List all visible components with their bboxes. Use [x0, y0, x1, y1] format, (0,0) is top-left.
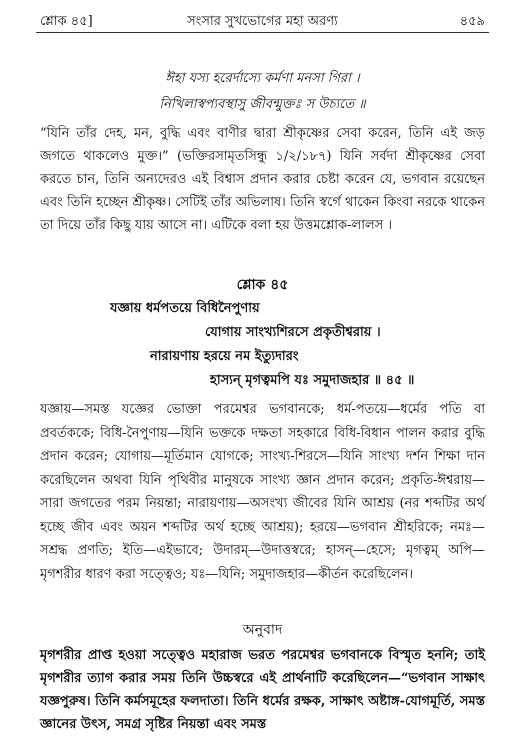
verse-line: যজ্ঞায় ধর্মপতয়ে বিধিনৈপুণায়: [110, 301, 260, 316]
quoted-verse: [40, 66, 485, 118]
synonyms-paragraph: যজ্ঞায়—সমস্ত যজ্ঞের ভোক্তা পরমেশ্বর ভগবানকে; ধর্ম-পতয়ে—ধর্মের পতি বা প্রবর্তককে; বিধি-নৈপুণায়—যিনি ভক্তকে দক্ষতা সহকারে বিধি-বিধান পালন করার বুদ্ধি প্রদান করেন; যোগায়—মূর্তিমান যোগকে; সাংখ্য-শিরসে—যিনি সাংখ্য দর্শন শিক্ষা দান করেছিলেন অথবা যিনি পৃথিবীর মানুষকে সাংখ্য জ্ঞান প্রদান করেন; প্রকৃতি-ঈশ্বরায়—সারা জগতের পরম নিয়ন্তা; নারায়ণায়—অসংখ্য জীবের যিনি আশ্রয় (নর শব্দটির অর্থ হচ্ছে জীব এবং অয়ন শব্দটির অর্থ হচ্ছে আশ্রয়); হরয়ে—ভগবান শ্রীহরিকে; নমঃ—সশ্রদ্ধ প্রণতি; ইতি—এইভাবে; উদারম্—উদাত্তস্বরে; হাসন্—হেসে; মৃগত্বম্ অপি—মৃগশরীর ধারণ করা সত্ত্বেও; যঃ—যিনি; সমুদাজহার—কীর্তন করেছিলেন।: [40, 402, 485, 582]
verse-line: নারায়ণায় হরয়ে নম ইত্যুদারং: [150, 349, 299, 364]
verse-line: যোগায় সাংখ্যশিরসে প্রকৃতীশ্বরায় ।: [205, 325, 381, 340]
translation-heading: অনুবাদ: [242, 622, 283, 638]
header-title: সংসার সুখভোগের মহা অরণ্য: [187, 14, 338, 29]
header-chapter-ref: শ্লোক ৪৫]: [40, 14, 93, 29]
quoted-verse-line: নিখিলাস্বপ্যবস্থাসু জীবন্মুক্তঃ স উচ্যতে ॥: [159, 97, 366, 112]
header-divider: [36, 32, 489, 33]
purport-paragraph: “যিনি তাঁর দেহ, মন, বুদ্ধি এবং বাণীর দ্বারা শ্রীকৃষ্ণের সেবা করেন, তিনি এই জড় জগতে থাকলেও মুক্ত।” (ভক্তিরসামৃতসিন্ধু ১/২/১৮৭) যিনি সর্বদা শ্রীকৃষ্ণের সেবা করতে চান, তিনি অন্যদেরও এই বিশ্বাস প্রদান করার চেষ্টা করেন যে, ভগবান রয়েছেন এবং তিনি হচ্ছেন শ্রীকৃষ্ণ। সেটিই তাঁর অভিলাষ। তিনি স্বর্গে থাকেন কিংবা নরকে থাকেন তা দিয়ে তাঁর কিছু যায় আসে না। এটিকে বলা হয় উত্তমশ্লোক-লালস ।: [40, 126, 485, 233]
sanskrit-verse: [40, 297, 485, 393]
page-number: ৪৫৯: [459, 14, 485, 29]
verse-line: হাস্যন্ মৃগত্বমপি যঃ সমুদাজহার ॥ ৪৫ ॥: [210, 373, 415, 388]
quoted-verse-line: ঈহা যস্য হরের্দাস্যে কর্মণা মনসা গিরা ।: [165, 71, 360, 86]
sloka-heading: শ্লোক ৪৫: [236, 277, 289, 293]
translation-paragraph: মৃগশরীর প্রাপ্ত হওয়া সত্ত্বেও মহারাজ ভরত পরমেশ্বর ভগবানকে বিস্মৃত হননি; তাই মৃগশরীর ত্যাগ করার সময় তিনি উচ্চস্বরে এই প্রার্থনাটি করেছিলেন—“ভগবান সাক্ষাৎ যজ্ঞপুরুষ। তিনি কর্মসমূহের ফলদাতা। তিনি ধর্মের রক্ষক, সাক্ষাৎ অষ্টাঙ্গ-যোগমূর্তি, সমস্ত জ্ঞানের উৎস, সমগ্র সৃষ্টির নিয়ন্তা এবং সমস্ত: [40, 648, 485, 732]
running-header: [40, 10, 485, 32]
